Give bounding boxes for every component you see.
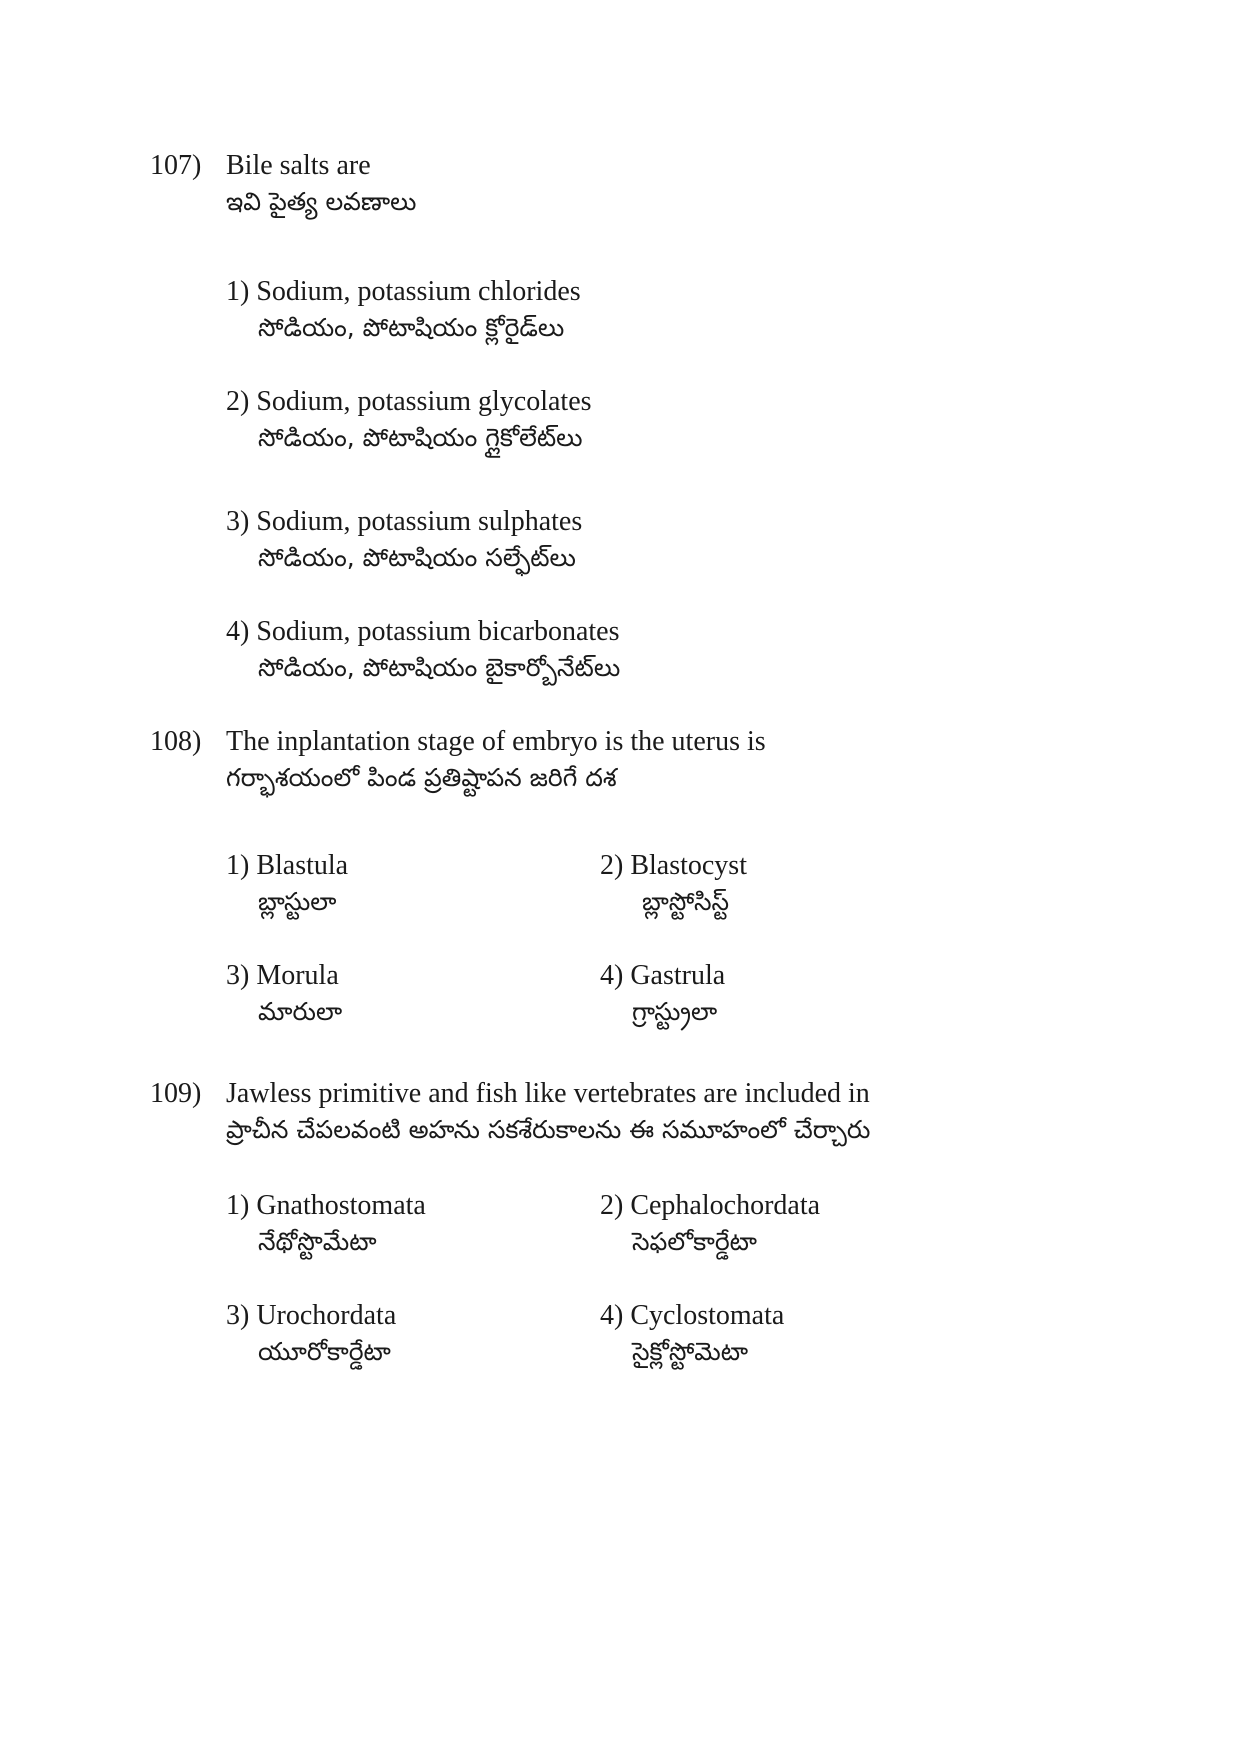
option-4 [226, 614, 620, 686]
option-text-english: 3) Sodium, potassium sulphates [226, 506, 583, 537]
option-3 [226, 958, 342, 1030]
option-text-english: 1) Gnathostomata [226, 1190, 426, 1221]
option-text-english: 4) Cyclostomata [600, 1300, 785, 1331]
question-text-english: Jawless primitive and fish like vertebrates are included in [226, 1078, 870, 1109]
option-text-english: 3) Urochordata [226, 1300, 397, 1331]
question-number: 108) [150, 726, 202, 757]
option-text-telugu: గ్రాస్ట్రులా [632, 997, 718, 1026]
question-text-english: The inplantation stage of embryo is the uterus is [226, 726, 766, 757]
option-4 [600, 1298, 784, 1370]
option-text-telugu: సోడియం, పోటాషియం క్లోరైడ్‌లు [258, 313, 565, 342]
option-text-telugu: మారులా [258, 997, 343, 1026]
option-text-telugu: సోడియం, పోటాషియం సల్ఫేట్‌లు [258, 543, 576, 572]
question-number: 107) [150, 150, 202, 181]
option-text-telugu: సోడియం, పోటాషియం గ్లైకోలేట్‌లు [258, 423, 583, 452]
option-1 [226, 274, 581, 346]
option-text-telugu: నేథోస్టొమేటా [258, 1227, 377, 1256]
option-text-telugu: యూరోకార్డేటా [258, 1337, 391, 1366]
option-text-english: 1) Blastula [226, 850, 349, 881]
option-text-telugu: సైక్లోస్టోమెటా [632, 1337, 749, 1366]
option-text-english: 3) Morula [226, 960, 339, 991]
option-text-english: 4) Sodium, potassium bicarbonates [226, 616, 620, 647]
question-text-telugu: గర్భాశయంలో పిండ ప్రతిష్టాపన జరిగే దశ [226, 763, 617, 792]
option-2 [600, 1188, 820, 1260]
question-stem [226, 724, 1046, 796]
question-number: 109) [150, 1078, 202, 1109]
option-text-english: 2) Sodium, potassium glycolates [226, 386, 592, 417]
question-text-english: Bile salts are [226, 150, 371, 181]
option-text-english: 2) Blastocyst [600, 850, 747, 881]
option-3 [226, 504, 582, 576]
option-2 [600, 848, 747, 920]
option-1 [226, 1188, 426, 1260]
option-4 [600, 958, 725, 1030]
question-stem [226, 1076, 1046, 1148]
option-text-telugu: బ్లాస్టులా [258, 887, 337, 916]
option-text-english: 1) Sodium, potassium chlorides [226, 276, 581, 307]
option-text-english: 2) Cephalochordata [600, 1190, 821, 1221]
option-1 [226, 848, 348, 920]
option-text-telugu: సెఫలోకార్డేటా [632, 1227, 758, 1256]
option-text-telugu: బ్లాస్టోసిస్ట్ [642, 887, 730, 916]
question-text-telugu: ఇవి పైత్య లవణాలు [226, 187, 417, 216]
option-2 [226, 384, 592, 456]
question-text-telugu: ప్రాచీన చేపలవంటి అహను సకశేరుకాలను ఈ సమూహంలో చేర్చారు [226, 1115, 871, 1144]
option-text-telugu: సోడియం, పోటాషియం బైకార్బోనేట్‌లు [258, 653, 621, 682]
option-3 [226, 1298, 396, 1370]
option-text-english: 4) Gastrula [600, 960, 726, 991]
question-stem [226, 148, 1046, 220]
